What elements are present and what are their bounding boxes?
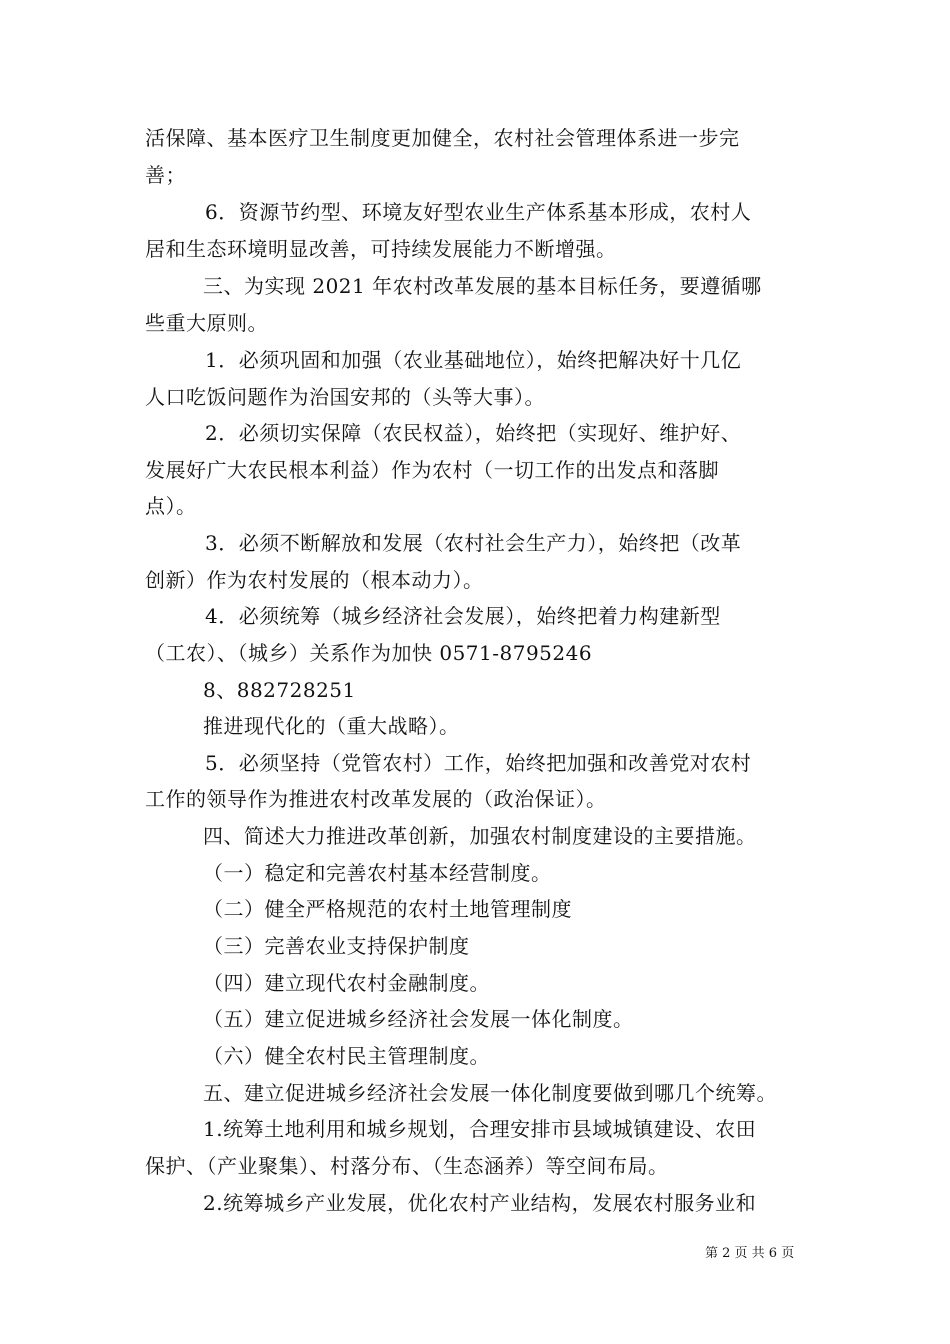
text-line: 5．必须坚持（党管农村）工作，始终把加强和改善党对农村 <box>205 751 752 775</box>
text-line: 6．资源节约型、环境友好型农业生产体系基本形成，农村人 <box>205 200 752 224</box>
text-line: 工作的领导作为推进农村改革发展的（政治保证）。 <box>145 787 607 811</box>
text-line: 1.统筹土地利用和城乡规划，合理安排市县域城镇建设、农田 <box>203 1117 757 1141</box>
text-line: （三）完善农业支持保护制度 <box>203 934 470 958</box>
text-line: 2.统筹城乡产业发展，优化农村产业结构，发展农村服务业和 <box>203 1191 757 1215</box>
text-line: 三、为实现 2021 年农村改革发展的基本目标任务，要遵循哪 <box>203 274 762 298</box>
text-line: 点）。 <box>145 494 197 518</box>
text-line: 居和生态环境明显改善，可持续发展能力不断增强。 <box>145 237 617 261</box>
text-line: 保护、（产业聚集）、村落分布、（生态涵养）等空间布局。 <box>145 1154 669 1178</box>
text-line: 五、建立促进城乡经济社会发展一体化制度要做到哪几个统筹。 <box>203 1081 777 1105</box>
text-line: 1．必须巩固和加强（农业基础地位），始终把解决好十几亿 <box>205 348 742 372</box>
text-line: 善； <box>145 163 186 187</box>
text-line: （六）健全农村民主管理制度。 <box>203 1044 490 1068</box>
text-line: 3．必须不断解放和发展（农村社会生产力），始终把（改革 <box>205 531 742 555</box>
text-line: 人口吃饭问题作为治国安邦的（头等大事）。 <box>145 385 545 409</box>
text-line: （二）健全严格规范的农村土地管理制度 <box>203 897 572 921</box>
text-line: （工农）、（城乡）关系作为加快 0571-8795246 <box>145 641 593 665</box>
text-line: 些重大原则。 <box>145 311 268 335</box>
text-line: 活保障、基本医疗卫生制度更加健全，农村社会管理体系进一步完 <box>145 126 740 150</box>
text-line: 推进现代化的（重大战略）。 <box>203 714 460 738</box>
text-line: （五）建立促进城乡经济社会发展一体化制度。 <box>203 1007 634 1031</box>
text-line: （一）稳定和完善农村基本经营制度。 <box>203 861 552 885</box>
text-line: （四）建立现代农村金融制度。 <box>203 971 490 995</box>
text-line: 发展好广大农民根本利益）作为农村（一切工作的出发点和落脚 <box>145 458 719 482</box>
text-line: 4．必须统筹（城乡经济社会发展），始终把着力构建新型 <box>205 604 721 628</box>
text-line: 创新）作为农村发展的（根本动力）。 <box>145 568 484 592</box>
text-line: 8、882728251 <box>203 678 356 702</box>
text-line: 四、简述大力推进改革创新，加强农村制度建设的主要措施。 <box>203 824 757 848</box>
page-number-footer: 第 2 页 共 6 页 <box>705 1246 795 1261</box>
text-line: 2．必须切实保障（农民权益），始终把（实现好、维护好、 <box>205 421 742 445</box>
